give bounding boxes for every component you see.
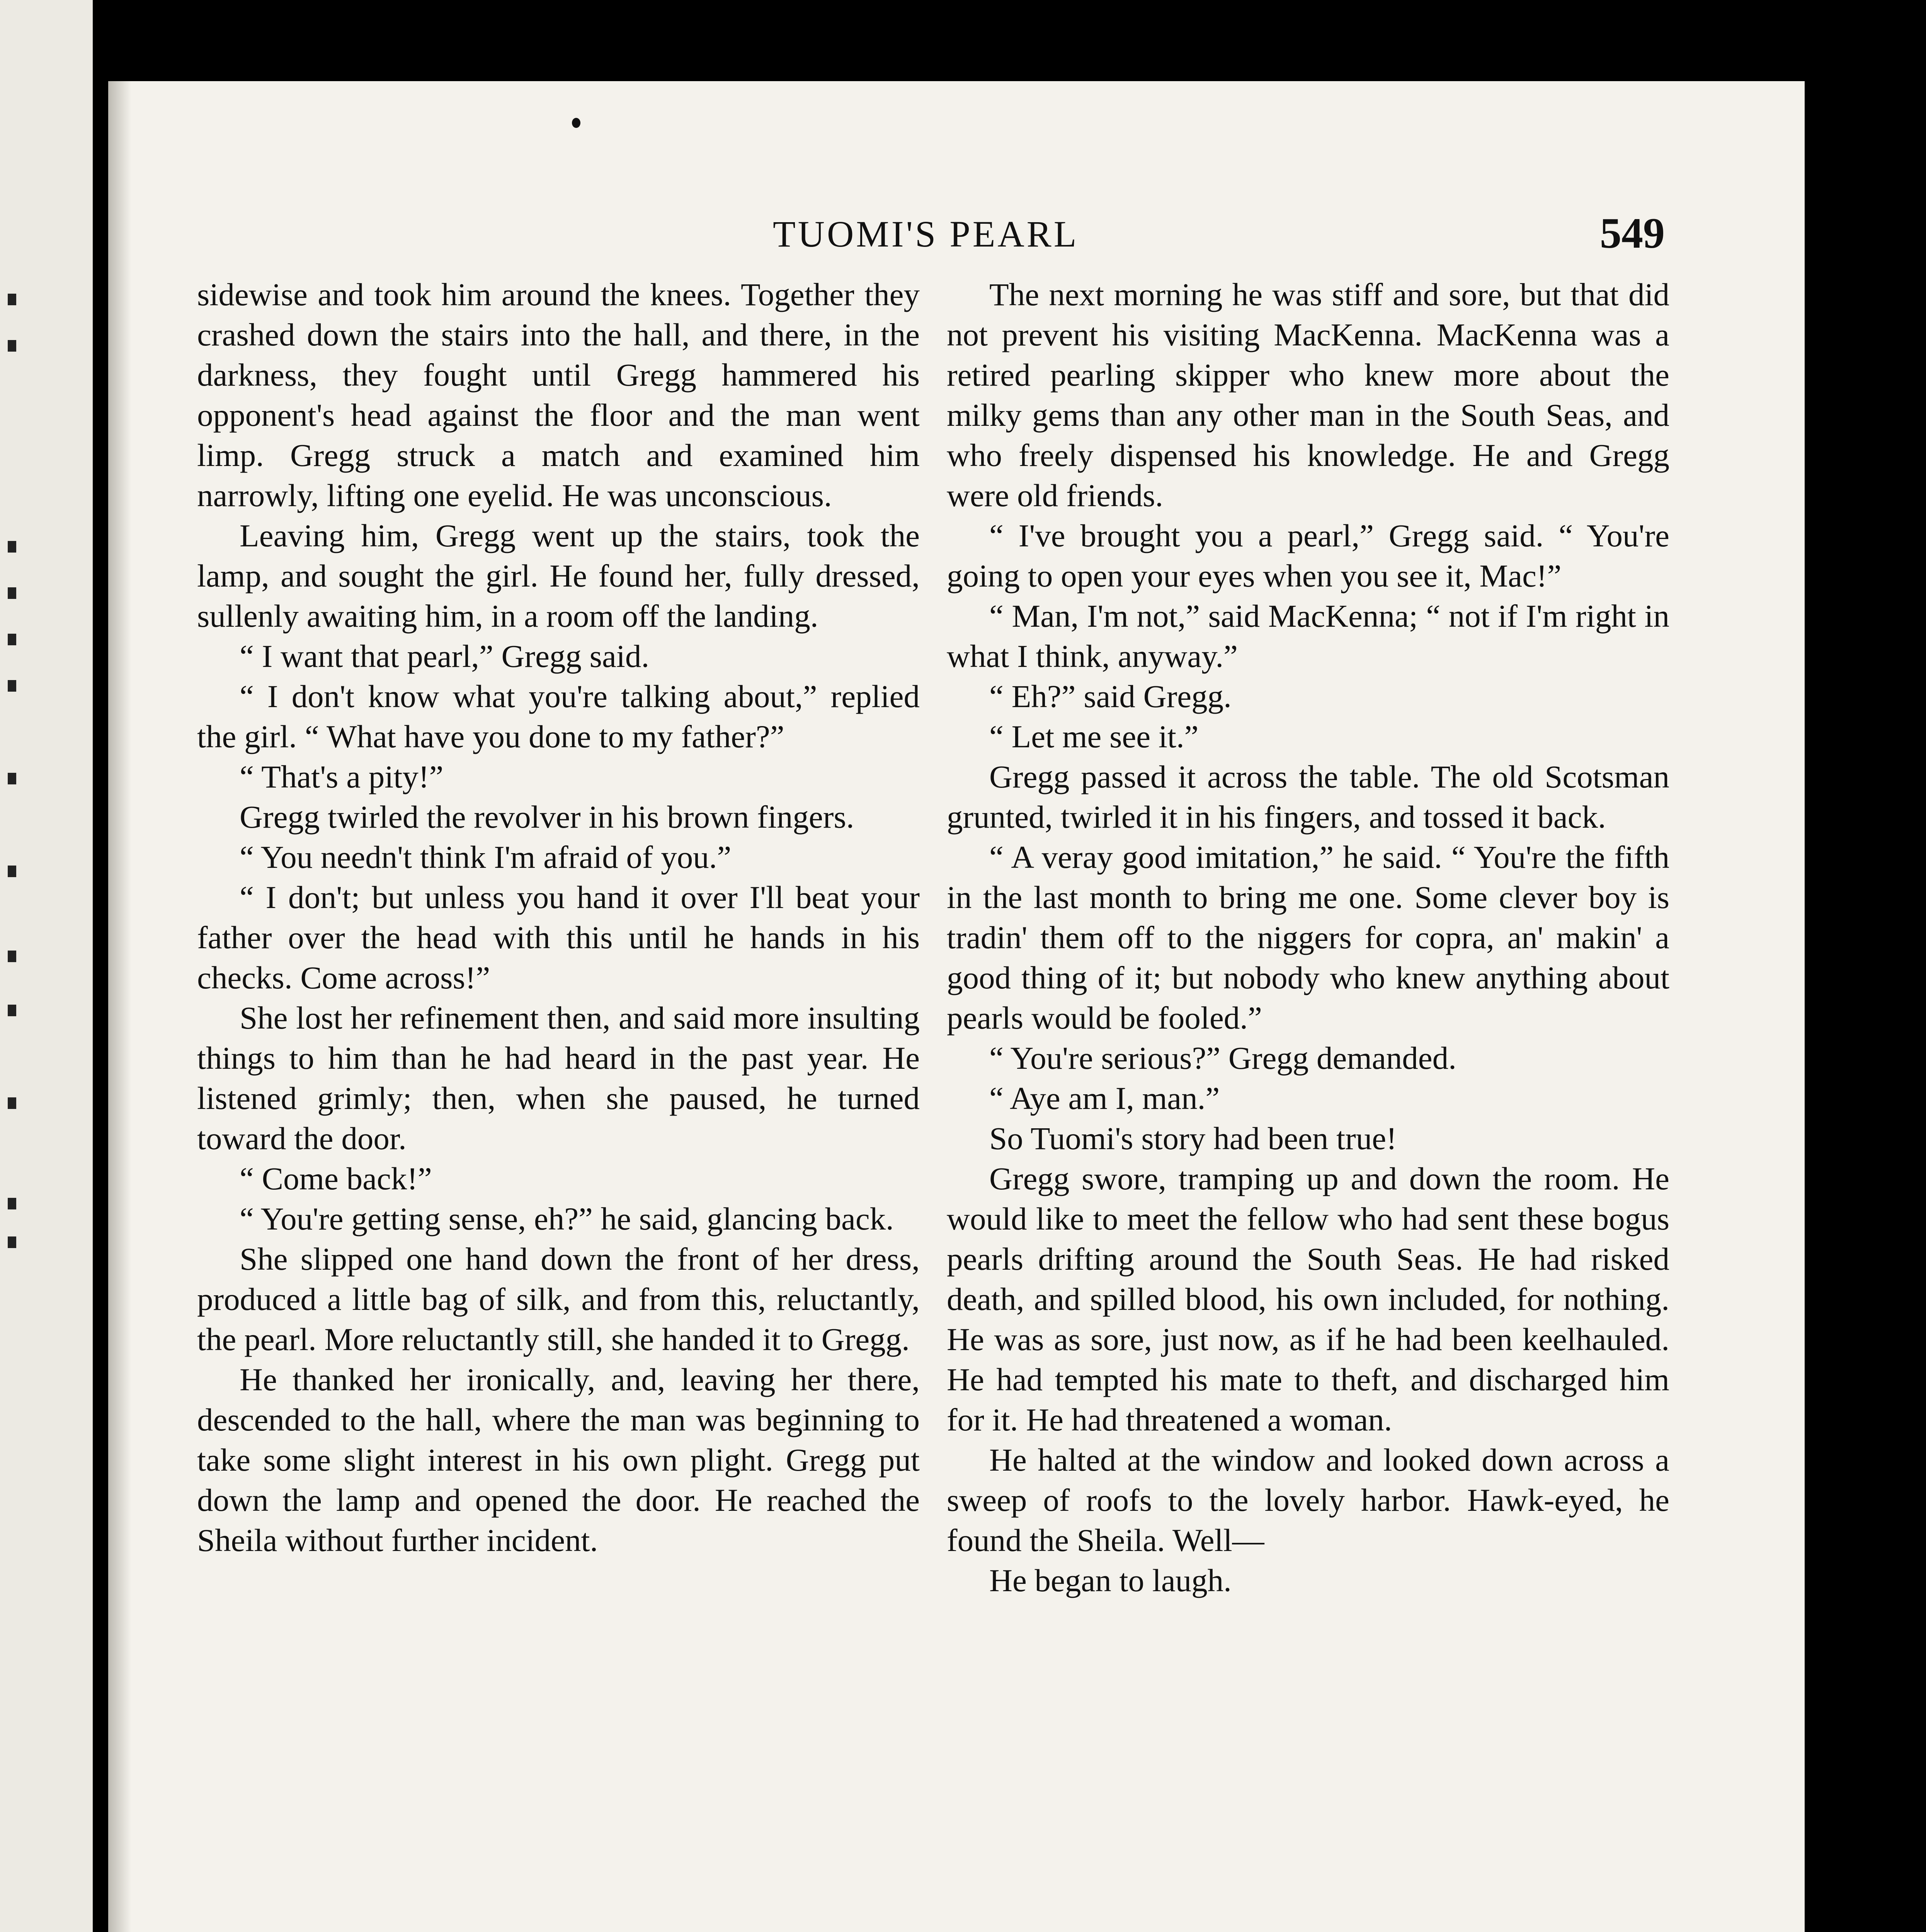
paragraph: “ Eh?” said Gregg. (989, 679, 1232, 714)
paragraph: “ Come back!” (240, 1161, 432, 1196)
paragraph: She slipped one hand down the front of her dress, produced a little bag of silk, and from this, reluctantly, the pearl. More reluctantly still, she handed it to Gregg. (197, 1241, 920, 1357)
paragraph: He halted at the window and looked down across a sweep of roofs to the lovely harbor. Hawk-eyed, he found the Sheila. Well— (947, 1442, 1669, 1558)
paragraph: “ I don't; but unless you hand it over I'll beat your father over the head with this until he hands in his checks. Come across!” (197, 879, 920, 995)
paragraph: “ You're serious?” Gregg demanded. (989, 1040, 1456, 1076)
paragraph: “ That's a pity!” (240, 759, 444, 794)
paragraph: “ I don't know what you're talking about,” replied the girl. “ What have you done to my father?” (197, 679, 920, 754)
paragraph: “ You needn't think I'm afraid of you.” (240, 839, 732, 875)
paragraph: Gregg twirled the revolver in his brown fingers. (240, 799, 854, 835)
paragraph: Gregg passed it across the table. The old Scotsman grunted, twirled it in his fingers, and tossed it back. (947, 759, 1669, 835)
paragraph: “ Let me see it.” (989, 719, 1199, 754)
paragraph: “ I've brought you a pearl,” Gregg said. “ You're going to open your eyes when you see it, Mac!” (947, 518, 1669, 594)
book-page (108, 81, 1805, 1932)
page-number: 549 (1600, 209, 1665, 257)
adjacent-page-edge (0, 0, 93, 1932)
ink-speck (572, 118, 580, 128)
paragraph: She lost her refinement then, and said more insulting things to him than he had heard in the past year. He listened grimly; then, when she paused, he turned toward the door. (197, 1000, 920, 1156)
running-head (108, 209, 1805, 263)
paragraph: So Tuomi's story had been true! (989, 1121, 1397, 1156)
running-title: TUOMI'S PEARL (773, 213, 1079, 255)
paragraph: He thanked her ironically, and, leaving her there, descended to the hall, where the man was beginning to take some slight interest in his own plight. Gregg put down the lamp and opened the door. He reached the Sheila without further incident. (197, 1362, 920, 1558)
paragraph: “ I want that pearl,” Gregg said. (240, 638, 650, 674)
paragraph: He began to laugh. (989, 1563, 1232, 1598)
paragraph: “ A veray good imitation,” he said. “ You're the fifth in the last month to bring me one. Some clever boy is tradin' them off to the niggers for copra, an' makin' a good thing of it; but nobody who knew anything about pearls would be fooled.” (947, 839, 1669, 1036)
paragraph: “ You're getting sense, eh?” he said, glancing back. (240, 1201, 894, 1236)
paragraph: “ Aye am I, man.” (989, 1080, 1220, 1116)
paragraph: Gregg swore, tramping up and down the room. He would like to meet the fellow who had sent these bogus pearls drifting around the South Seas. He had risked death, and spilled blood, his own included, for nothing. He was as sore, just now, as if he had been keelhauled. He had tempted his mate to theft, and discharged him for it. He had threatened a woman. (947, 1161, 1669, 1437)
paragraph: sidewise and took him around the knees. Together they crashed down the stairs into the hall, and there, in the darkness, they fought until Gregg hammered his opponent's head against the floor and the man went limp. Gregg struck a match and examined him narrowly, lifting one eyelid. He was unconscious. (197, 277, 920, 513)
left-text-column (197, 274, 920, 1560)
paragraph: Leaving him, Gregg went up the stairs, took the lamp, and sought the girl. He found her, fully dressed, sullenly awaiting him, in a room off the landing. (197, 518, 920, 634)
paragraph: The next morning he was stiff and sore, but that did not prevent his visiting MacKenna. MacKenna was a retired pearling skipper who knew more about the milky gems than any other man in the South Seas, and who freely dispensed his knowledge. He and Gregg were old friends. (947, 277, 1669, 513)
paragraph: “ Man, I'm not,” said MacKenna; “ not if I'm right in what I think, anyway.” (947, 598, 1669, 674)
gutter-shadow (108, 81, 131, 1932)
right-text-column (947, 274, 1669, 1600)
